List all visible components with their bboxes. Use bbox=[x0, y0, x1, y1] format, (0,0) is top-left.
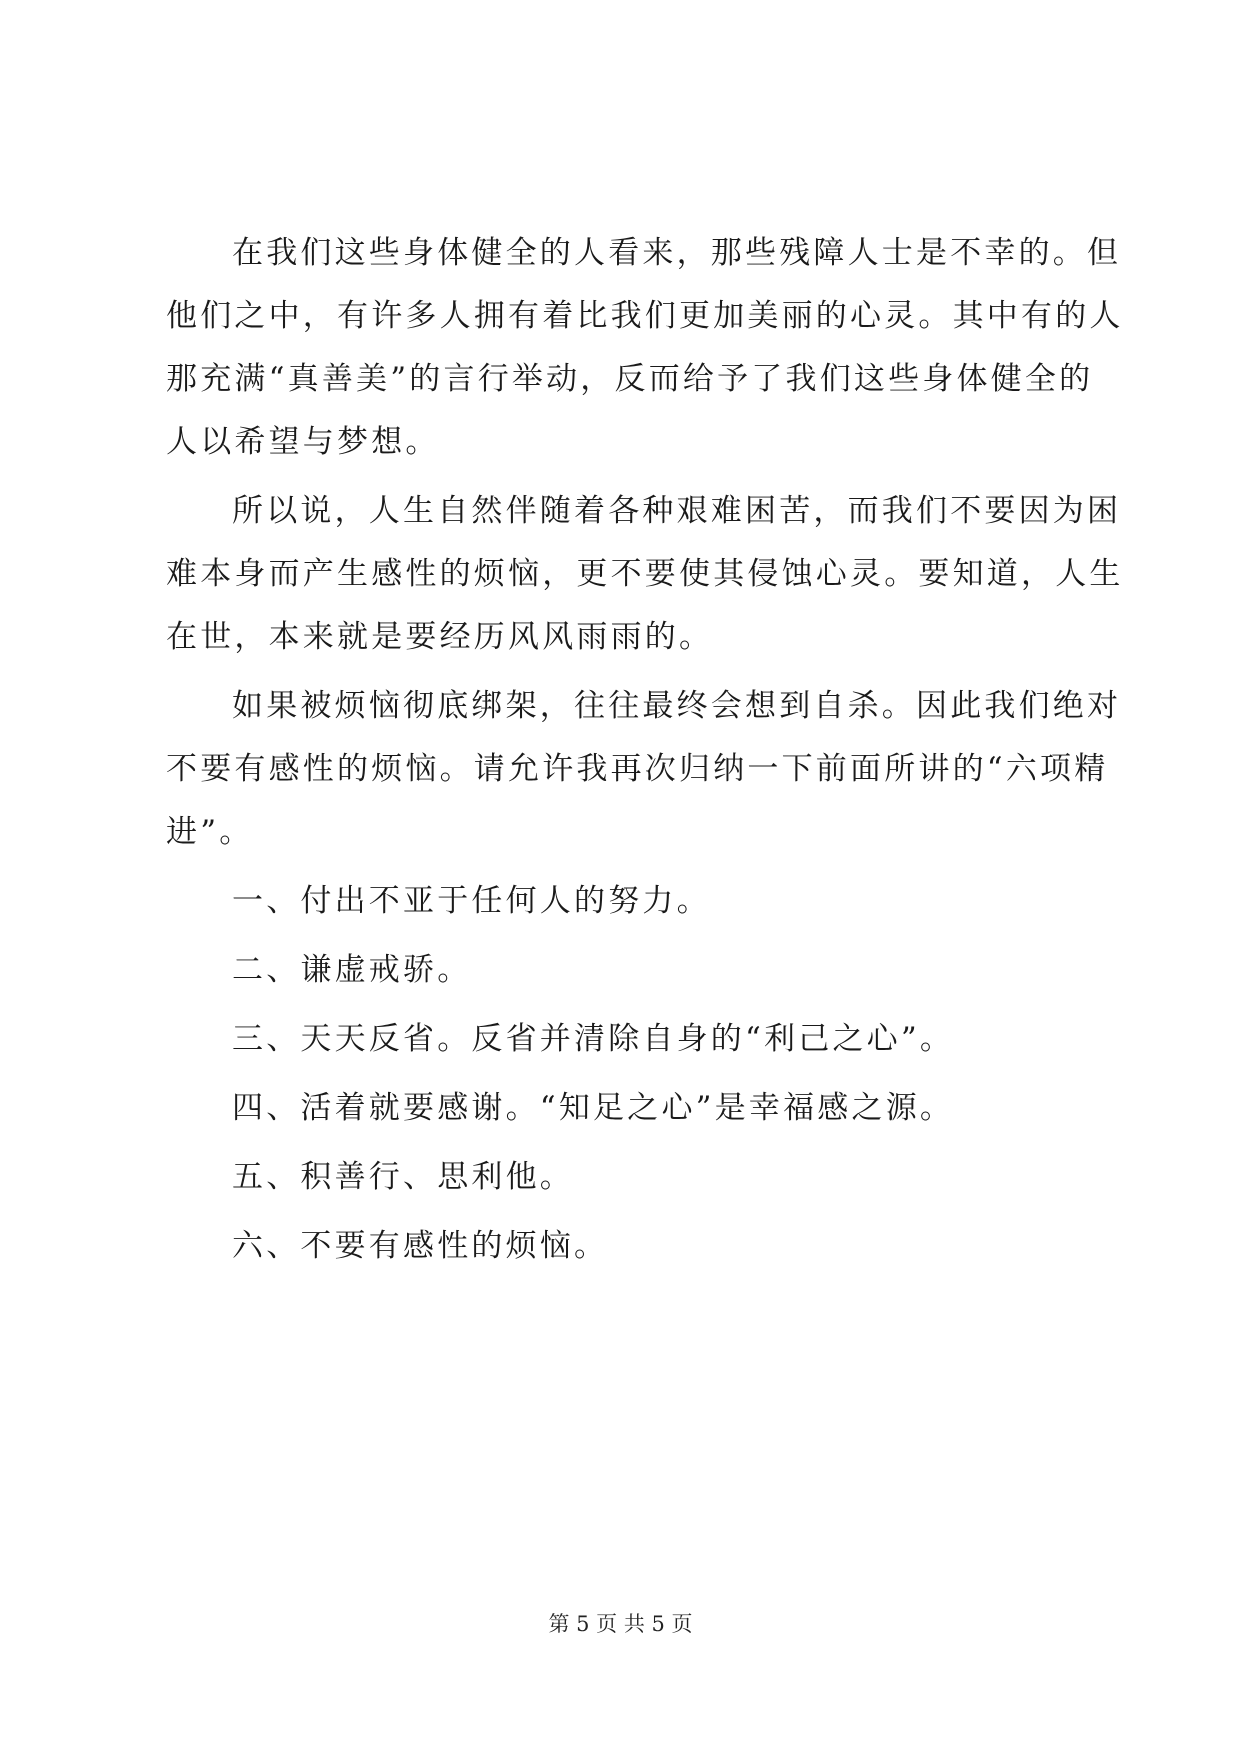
paragraph-line: 不要有感性的烦恼。请允许我再次归纳一下前面所讲的“六项精 bbox=[166, 751, 1109, 787]
document-body bbox=[166, 222, 1124, 1284]
list-item: 一、付出不亚于任何人的努力。 bbox=[232, 883, 711, 919]
list-item: 五、积善行、思利他。 bbox=[232, 1159, 574, 1195]
paragraph bbox=[166, 222, 1124, 474]
paragraph bbox=[166, 480, 1124, 669]
paragraph-line: 进”。 bbox=[166, 814, 254, 850]
paragraph-line: 那充满“真善美”的言行举动，反而给予了我们这些身体健全的 bbox=[166, 361, 1094, 397]
paragraph-line: 所以说，人生自然伴随着各种艰难困苦，而我们不要因为困 bbox=[232, 493, 1122, 529]
paragraph-line: 在我们这些身体健全的人看来，那些残障人士是不幸的。但 bbox=[232, 235, 1122, 271]
paragraph-line: 难本身而产生感性的烦恼，更不要使其侵蚀心灵。要知道，人生 bbox=[166, 556, 1124, 592]
paragraph-line: 如果被烦恼彻底绑架，往往最终会想到自杀。因此我们绝对 bbox=[232, 688, 1122, 724]
precepts-list bbox=[166, 870, 1076, 1278]
page-footer: 第 5 页 共 5 页 bbox=[548, 1612, 693, 1636]
paragraph-line: 在世，本来就是要经历风风雨雨的。 bbox=[166, 619, 714, 655]
list-item: 四、活着就要感谢。“知足之心”是幸福感之源。 bbox=[232, 1090, 955, 1126]
list-item: 二、谦虚戒骄。 bbox=[232, 952, 472, 988]
paragraph-line: 他们之中，有许多人拥有着比我们更加美丽的心灵。其中有的人 bbox=[166, 298, 1124, 334]
paragraph-line: 人以希望与梦想。 bbox=[166, 424, 440, 460]
list-item: 六、不要有感性的烦恼。 bbox=[232, 1228, 609, 1264]
paragraph bbox=[166, 675, 1122, 864]
list-item: 三、天天反省。反省并清除自身的“利己之心”。 bbox=[232, 1021, 955, 1057]
